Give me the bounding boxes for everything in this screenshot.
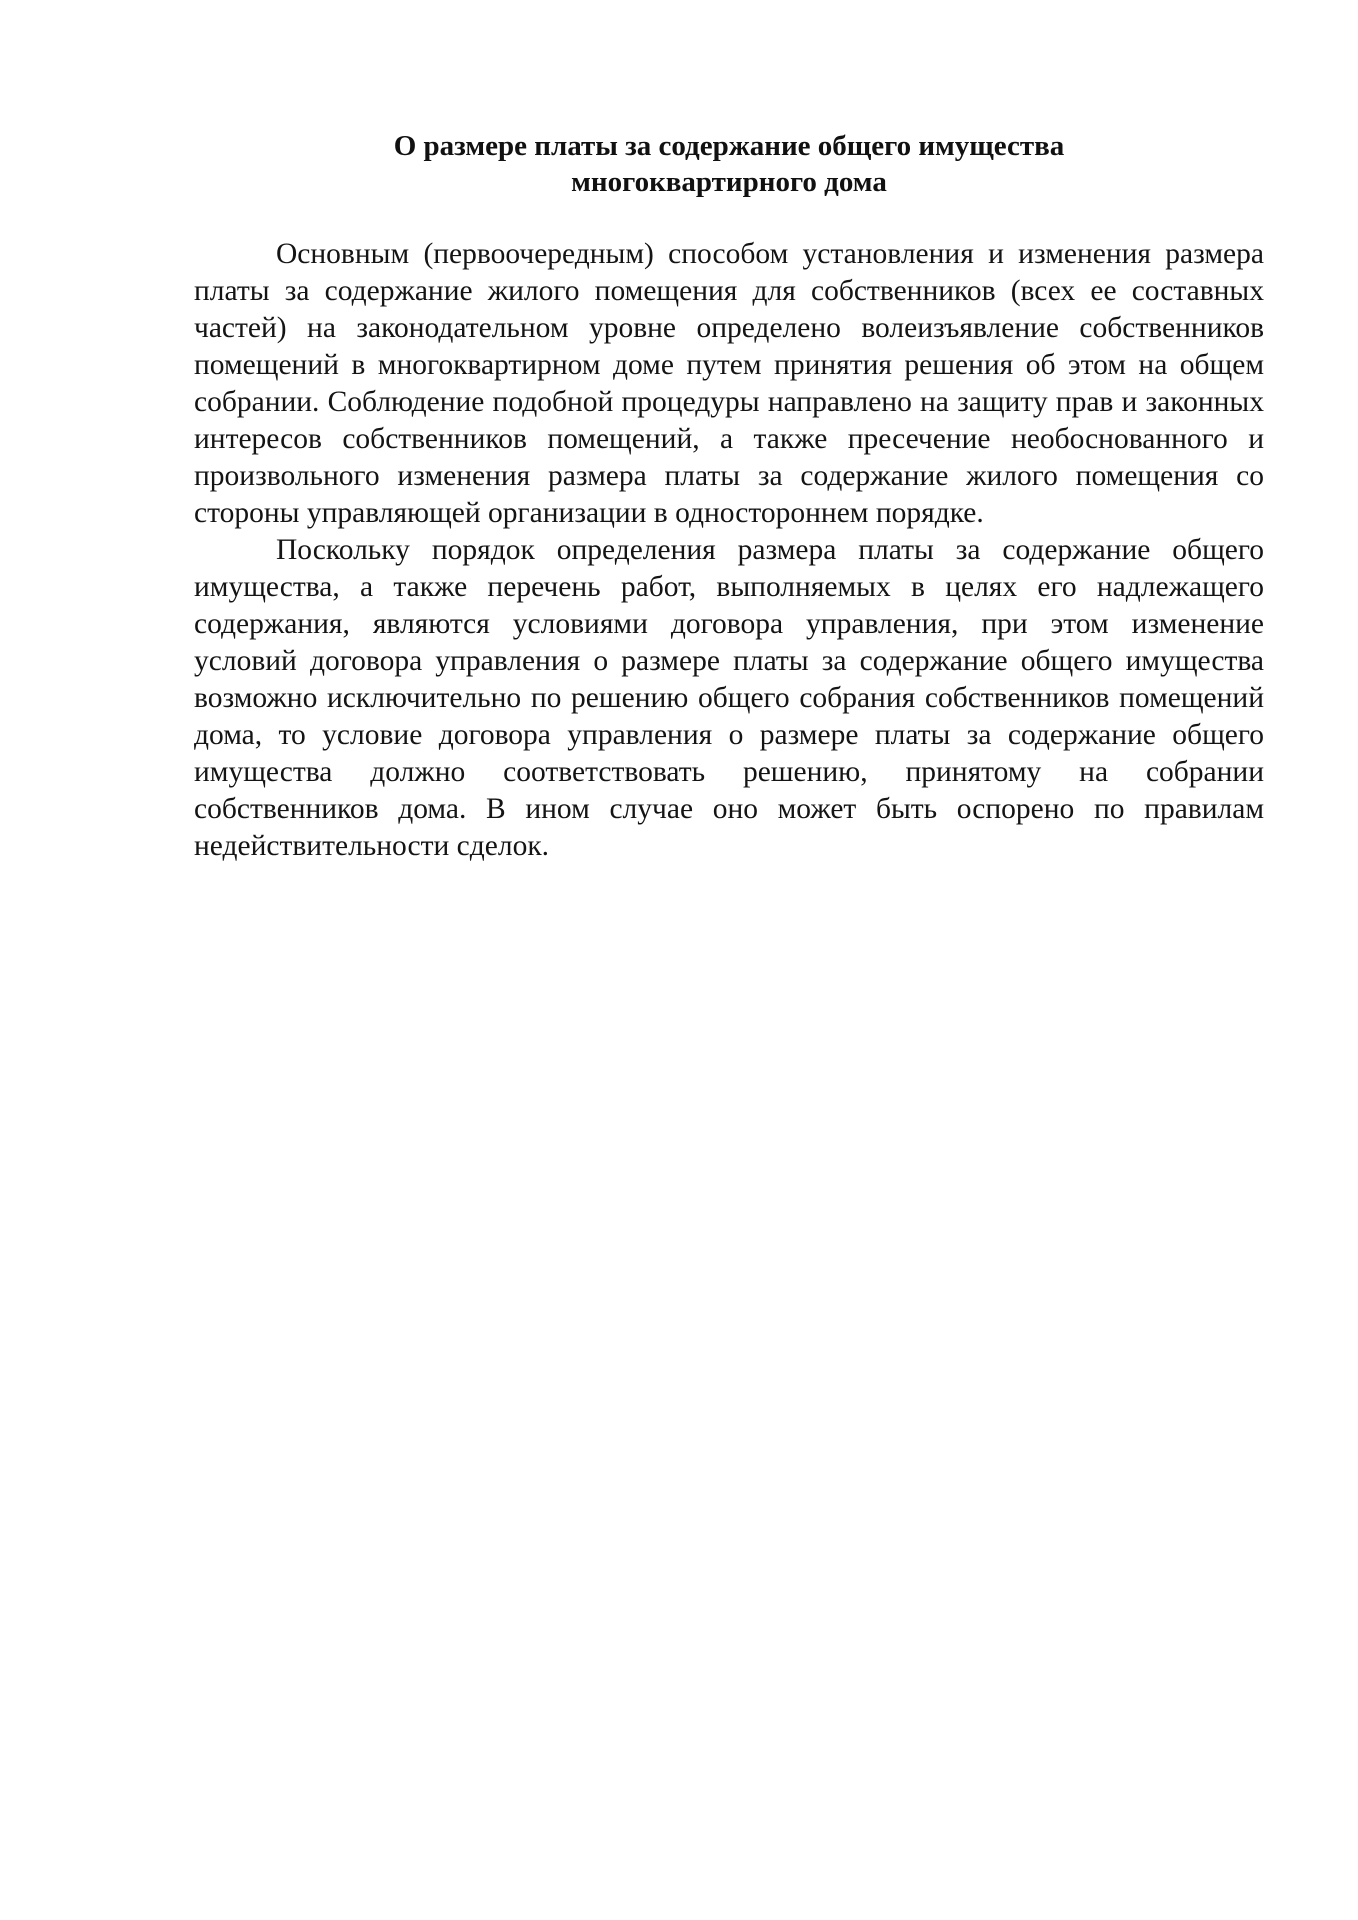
paragraph-2: Поскольку порядок определения размера платы за содержание общего имущества, а также перечень работ, выполняемых в целях его надлежащего содержания, являются условиями договора управления, при этом изменение условий договора управления о размере платы за содержание общего имущества возможно исключительно по решению общего собрания собственников помещений дома, то условие договора управления о размере платы за содержание общего имущества должно соответствовать решению, принятому на собрании собственников дома. В ином случае оно может быть оспорено по правилам недействительности сделок. <box>194 534 1264 862</box>
document-title-line-2: многоквартирного дома <box>571 166 887 198</box>
document-title-line-1: О размере платы за содержание общего имущества <box>393 130 1065 162</box>
document-body <box>194 236 1264 865</box>
document-title <box>194 128 1264 200</box>
paragraph-1: Основным (первоочередным) способом установления и изменения размера платы за содержание жилого помещения для собственников (всех ее составных частей) на законодательном уровне определено волеизъявление собственников помещений в многоквартирном доме путем принятия решения об этом на общем собрании. Соблюдение подобной процедуры направлено на защиту прав и законных интересов собственников помещений, а также пресечение необоснованного и произвольного изменения размера платы за содержание жилого помещения со стороны управляющей организации в одностороннем порядке. <box>194 238 1264 529</box>
